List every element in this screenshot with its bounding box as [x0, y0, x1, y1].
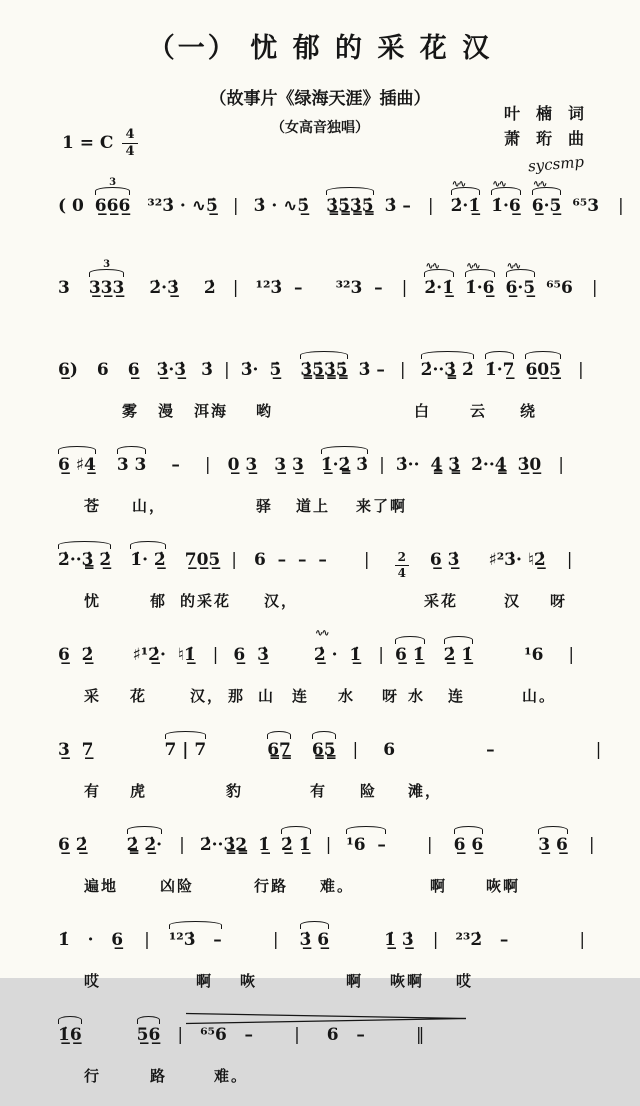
barline: | — [272, 930, 279, 950]
note-group: 1̇·7̲ — [484, 360, 515, 380]
lyric-word: 云 — [470, 402, 488, 420]
lyric-word: 汉， — [190, 687, 225, 705]
barline: | — [618, 196, 624, 216]
lyric-word: 的采花 — [180, 592, 232, 610]
note-group: ¹6 – — [346, 835, 386, 855]
note-group: 3̲3̲3̲ 3 — [88, 259, 125, 298]
decrescendo-hairpin — [186, 1012, 466, 1025]
note-group: ¹6 — [524, 645, 544, 665]
note-group: ♯¹2̲̇· ♮1̲̇ — [132, 645, 196, 665]
lyric-word: 呀 — [550, 592, 568, 610]
music-system — [58, 259, 624, 346]
lyric-word: 水 — [408, 687, 426, 705]
voice-type: （女高音独唱） — [271, 120, 369, 136]
lyrics-row — [58, 970, 624, 996]
note-group: 3̲̇0̲ — [517, 455, 542, 475]
note-group: 6̲) — [58, 360, 78, 380]
score — [58, 177, 624, 1106]
note-group: 2̇··3̳̇2̳ — [199, 835, 248, 855]
note-group: ⁶⁵6 – — [200, 1025, 254, 1045]
note-group: 1̲̇ 3̲̇ — [384, 930, 414, 950]
lyric-word: 汉 — [504, 592, 522, 610]
lyrics-row — [58, 400, 624, 426]
notation-row — [58, 930, 624, 950]
song-subtitle: （故事片《绿海天涯》插曲） — [209, 89, 431, 109]
mordent-icon: ∿∿ — [532, 179, 546, 190]
lyric-word: 豹 — [226, 782, 244, 800]
barline: | — [231, 550, 237, 570]
lyricist-credit: 叶 楠 词 — [503, 104, 584, 123]
lyric-word: 山， — [132, 497, 167, 515]
note-group: 2̲̇ 1̲̇ — [280, 835, 311, 855]
key-signature — [62, 128, 138, 158]
note-group: 6̲ 1̲̇ — [394, 645, 425, 665]
note-group: 6̲·5̲ ∿∿ — [531, 179, 562, 216]
lyric-word: 啊 — [196, 972, 214, 990]
notation-row — [58, 360, 624, 380]
credits — [504, 102, 584, 176]
note-group: 3̲ 6̲ — [538, 835, 568, 855]
note-group: 6̳7̳ — [267, 740, 291, 760]
note-group: 6̲0̲5̲ — [525, 360, 561, 380]
lyric-word: 山。 — [522, 687, 557, 705]
notation-row — [58, 177, 624, 216]
barline: | — [352, 740, 359, 760]
time-numerator: 4 — [122, 128, 137, 144]
music-system — [58, 455, 624, 536]
lyric-word: 哎 — [456, 972, 474, 990]
lyric-word: 白 — [414, 402, 432, 420]
note-group: 2̳̇ 2̲̇· — [126, 835, 163, 855]
note-group: 1̇·6̲ ∿∿ — [491, 179, 521, 216]
lyric-word: 遍地 — [84, 877, 119, 895]
note-group: ¹²3̇ – — [255, 278, 303, 298]
note-group: 2̲̇ 1̲̇ — [443, 645, 474, 665]
barline: | — [566, 550, 573, 570]
barline: | — [294, 1025, 300, 1045]
barline: | — [212, 645, 219, 665]
barline: | — [432, 930, 439, 950]
barline: | — [588, 835, 595, 855]
note-group: 6̳5̳ — [311, 740, 336, 760]
note-group: 6̲6̲6̲ 3 — [94, 177, 131, 216]
note-group: 6 – – – — [253, 550, 327, 570]
note-group: 2̇··3̳̇ 2̇ — [420, 360, 474, 380]
note-group: 6̲ 2̲̇ — [58, 835, 88, 855]
barline: | — [379, 455, 385, 475]
note-group: ♯²3̇· ♮2̲̇ — [488, 550, 546, 570]
lyric-word: 连 — [448, 687, 466, 705]
music-system — [58, 740, 624, 821]
barline: | — [204, 455, 211, 475]
note-group: 2̇··4̳̇ — [471, 455, 507, 475]
note-group: 6̲ — [127, 360, 140, 380]
barline: | — [223, 360, 230, 380]
note-group: 3̳̇5̳̇3̳̇5̳̇ — [300, 360, 348, 380]
final-barline: ‖ — [415, 1025, 425, 1045]
time-signature — [122, 128, 137, 158]
barline: | — [232, 278, 239, 298]
barline: | — [577, 360, 584, 380]
music-system — [58, 177, 624, 264]
note-group: 2̇··3̳̇ 2̲̇ — [58, 550, 112, 570]
note-group: 0̲ 3̲ — [227, 455, 258, 475]
barline: | — [378, 645, 384, 665]
note-group: 6 — [96, 360, 109, 380]
composer-credit: 萧 珩 曲 — [503, 128, 584, 148]
music-system — [58, 550, 624, 631]
lyric-word: 来了啊 — [356, 497, 408, 515]
lyric-word: 苍 — [84, 497, 102, 515]
note-group: ³²3̇ · ∿5̲̇ — [147, 196, 218, 216]
lyric-word: 啊 — [430, 877, 448, 895]
time-signature — [395, 550, 409, 583]
notation-row — [58, 550, 624, 583]
notation-row — [58, 628, 624, 665]
lyrics-row — [58, 875, 624, 901]
lyric-word: 行路 — [254, 877, 289, 895]
note-group: ²³2̇ – — [455, 930, 509, 950]
lyrics-row — [58, 780, 624, 806]
note-group: 2̇ — [203, 278, 216, 298]
lyric-word: 险 — [360, 782, 378, 800]
lyric-word: 道上 — [296, 497, 331, 515]
lyric-word: 雾 — [122, 402, 140, 420]
lyrics-row — [58, 590, 624, 616]
key-text: 1 = C — [62, 133, 114, 154]
lyric-word: 滩， — [408, 782, 443, 800]
handwritten-signature: sycsmp — [527, 152, 585, 176]
barline: | — [427, 196, 434, 216]
lyrics-row — [58, 1065, 624, 1091]
mordent-icon: ∿∿ — [506, 261, 520, 272]
mordent-icon: ∿∿ — [465, 261, 479, 272]
tuplet-number: 3 — [103, 259, 111, 270]
note-group: 2̇·1̲̇ ∿∿ — [424, 261, 454, 298]
note-group: 1̲̇·2̳̇ 3̇ — [320, 455, 369, 475]
lyric-word: 咴啊 — [486, 877, 521, 895]
barline: | — [179, 835, 185, 855]
lyric-word: 绕 — [520, 402, 538, 420]
notation-row — [58, 740, 624, 760]
lyric-word: 咴啊 — [390, 972, 425, 990]
note-group: 6 – — [326, 1025, 365, 1045]
barline: | — [595, 740, 602, 760]
lyric-word: 咴 — [240, 972, 258, 990]
lyric-word: 忧 — [84, 592, 102, 610]
music-system — [58, 628, 624, 726]
note-group: 3̲ 7̲ — [58, 740, 94, 760]
lyric-word: 采 — [84, 687, 102, 705]
barline: | — [232, 196, 239, 216]
mordent-icon: ∿∿ — [492, 179, 505, 190]
mordent-icon: ∿∿ — [451, 179, 465, 190]
note-group: ⁶⁵6 — [546, 278, 573, 298]
note-group: 1̇ · 6̲ — [58, 930, 124, 950]
note-group: 4̳̇ 3̳̇ — [430, 455, 461, 475]
lyric-word: 行 — [84, 1067, 102, 1085]
lyric-word: 有 — [84, 782, 102, 800]
note-group: – — [486, 740, 495, 760]
note-group: 2̲̇ · 1̲̇ ∿∿ — [313, 628, 362, 665]
note-group: ⁶⁵3 — [572, 196, 600, 216]
barline: | — [579, 930, 586, 950]
note-group: 6̲ 3̲̇ — [233, 645, 269, 665]
time-numerator: 2 — [395, 551, 409, 566]
barline: | — [399, 360, 406, 380]
barline: | — [363, 550, 370, 570]
note-group: 6̲ 3̲̇ — [429, 550, 460, 570]
note-group: 6̲ 6̲ — [453, 835, 484, 855]
note-group: 3 3 — [116, 455, 147, 475]
note-group: 6 — [383, 740, 396, 760]
lyric-word: 山 — [258, 687, 276, 705]
note-group: 7 | 7 — [164, 740, 207, 760]
music-system — [58, 835, 624, 916]
note-group: ¹²3̇ – — [168, 930, 222, 950]
note-group: 1̲̇6̲ — [58, 1025, 82, 1045]
note-group: – — [171, 455, 180, 475]
note-group: ( 0 — [58, 196, 84, 216]
note-group: 3̇ · ∿5̲̇ — [253, 196, 310, 216]
time-denominator: 4 — [397, 565, 406, 580]
note-group: 3̇ — [201, 360, 213, 380]
lyric-word: 虎 — [130, 782, 148, 800]
barline: | — [401, 278, 408, 298]
barline: | — [558, 455, 564, 475]
lyric-word: 有 — [310, 782, 328, 800]
lyric-word: 花 — [130, 687, 148, 705]
lyric-word: 哟 — [256, 402, 274, 420]
lyric-word: 难。 — [214, 1067, 249, 1085]
lyric-word: 郁 — [150, 592, 168, 610]
lyric-word: 水 — [338, 687, 356, 705]
barline: | — [426, 835, 433, 855]
note-group: ³²3 – — [335, 278, 383, 298]
music-system — [58, 1025, 624, 1106]
barline: | — [325, 835, 332, 855]
note-group: 1̲̇ — [258, 835, 270, 855]
lyric-word: 连 — [292, 687, 310, 705]
note-group: 6̲ ♯4̲ — [58, 455, 96, 475]
note-group: 1̇· 2̲̇ — [130, 550, 166, 570]
note-group: 3 — [58, 278, 70, 298]
barline: | — [144, 930, 150, 950]
notation-row — [58, 835, 624, 855]
notation-row — [58, 259, 624, 298]
music-system — [58, 930, 624, 1011]
note-group: 2̇·1̲̇ ∿∿ — [450, 179, 481, 216]
time-denominator: 4 — [125, 143, 135, 159]
note-group: 3̲̇ 6̲ — [299, 930, 330, 950]
mordent-icon: ∿∿ — [425, 261, 439, 272]
song-title: （一） 忧 郁 的 采 花 汉 — [147, 33, 493, 64]
note-group: 3̳̇5̳̇3̳̇5̳̇ — [326, 196, 374, 216]
mordent-icon: ∿∿ — [314, 628, 328, 639]
notation-row — [58, 1025, 624, 1045]
lyric-word: 洱海 — [194, 402, 229, 420]
lyric-word: 路 — [150, 1067, 168, 1085]
lyric-word: 汉， — [264, 592, 299, 610]
barline: | — [568, 645, 575, 665]
lyric-word: 那 — [228, 687, 246, 705]
note-group: 5̲̇ — [269, 360, 282, 380]
lyric-word: 漫 — [158, 402, 176, 420]
note-group: 6̲·5̲ ∿∿ — [505, 261, 536, 298]
barline: | — [177, 1025, 184, 1045]
lyric-word: 啊 — [346, 972, 364, 990]
note-group: 3̲̇·3̲̇ — [156, 360, 187, 380]
lyric-word: 呀 — [382, 687, 400, 705]
lyric-word: 难。 — [320, 877, 355, 895]
barline: | — [591, 278, 598, 298]
lyric-word: 凶险 — [160, 877, 195, 895]
lyric-word: 驿 — [256, 497, 274, 515]
note-group: 3̇ – — [384, 196, 411, 216]
music-system — [58, 360, 624, 441]
lyrics-row — [58, 495, 624, 521]
notation-row — [58, 455, 624, 475]
note-group: 1̇·6̲ ∿∿ — [464, 261, 495, 298]
note-group: 2̇·3̲̇ — [149, 278, 179, 298]
note-group: 3̇· — [240, 360, 259, 380]
tuplet-number: 3 — [109, 177, 117, 188]
lyric-word: 哎 — [84, 972, 102, 990]
lyric-word: 采花 — [424, 592, 459, 610]
note-group: 7̲0̲5̲ — [184, 550, 221, 570]
note-group: 3̲ 3̲ — [274, 455, 304, 475]
note-group: 5̲6̲ — [136, 1025, 161, 1045]
note-group: 6̲ 2̲̇ — [58, 645, 94, 665]
lyrics-row — [58, 685, 624, 711]
note-group: 3̇ – — [358, 360, 385, 380]
note-group: 3̇·· — [395, 455, 420, 475]
